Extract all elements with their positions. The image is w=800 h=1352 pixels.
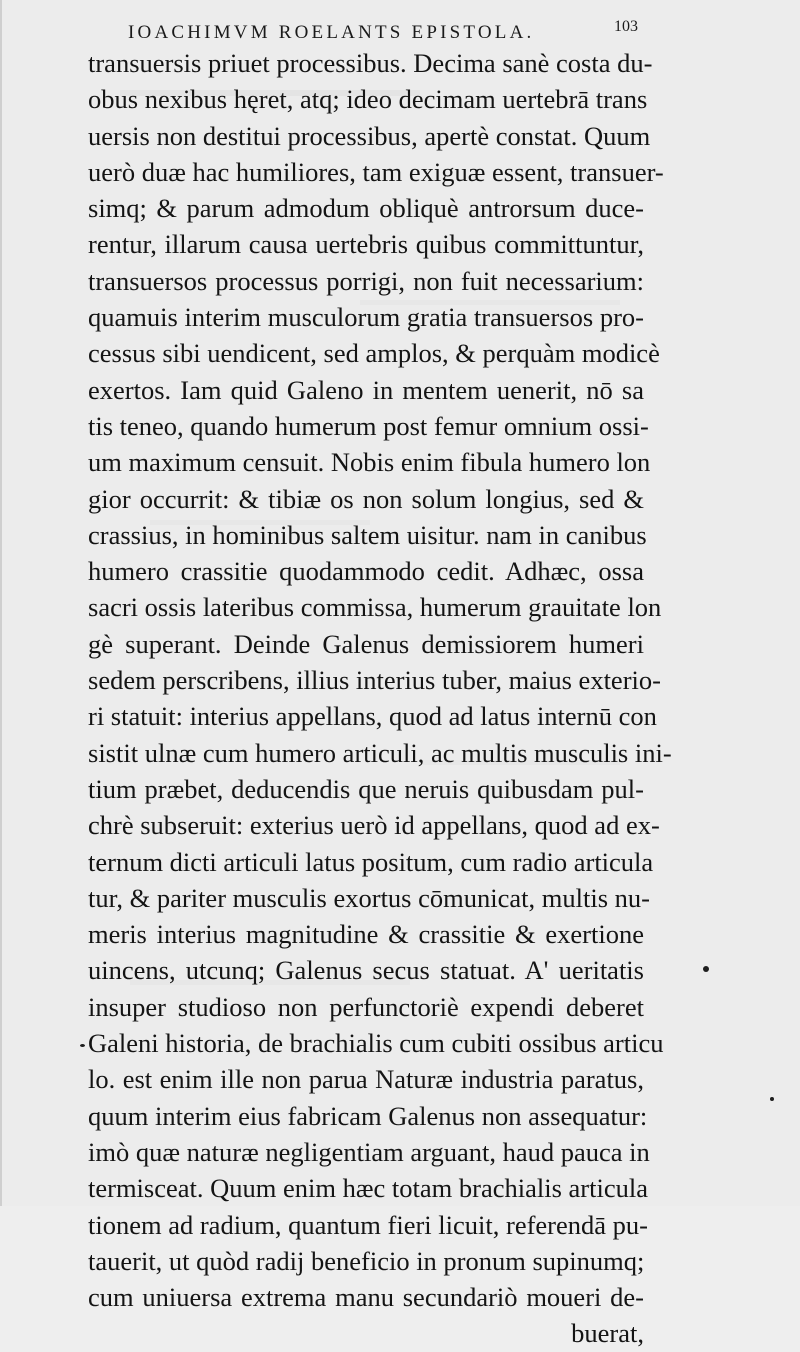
text-line: sacri ossis lateribus commissa, humerum grauitate lon	[88, 592, 662, 623]
text-line: lo. est enim ille non parua Naturæ industria paratus,	[88, 1064, 644, 1095]
ink-speck	[703, 966, 709, 972]
text-line: gior occurrit: & tibiæ os non solum longius, sed &	[88, 483, 644, 514]
text-line: ri statuit: interius appellans, quod ad latus internū con	[88, 701, 657, 732]
text-line: sedem perscribens, illius interius tuber, maius exterio-	[88, 665, 661, 696]
text-line: meris interius magnitudine & crassitie & exertione	[88, 919, 644, 950]
text-line: chrè subseruit: exterius uerò id appellans, quod ad ex-	[88, 810, 660, 841]
running-title: IOACHIMVM ROELANTS EPISTOLA.	[128, 22, 535, 43]
text-line: simq; & parum admodum obliquè antrorsum duce-	[88, 193, 644, 224]
text-line: uersis non destitui processibus, apertè constat. Quum	[88, 120, 651, 151]
ink-speck	[80, 1044, 85, 1047]
text-line: tis teneo, quando humerum post femur omnium ossi-	[88, 410, 649, 441]
text-block	[88, 45, 672, 1352]
text-line: transuersos processus porrigi, non fuit necessarium:	[88, 265, 644, 296]
text-line: Galeni historia, de brachialis cum cubiti ossibus articu	[88, 1028, 664, 1059]
catchword: buerat,	[571, 1318, 644, 1349]
text-line: ternum dicti articuli latus positum, cum radio articula	[88, 846, 654, 877]
text-line: quum interim eius fabricam Galenus non assequatur:	[88, 1100, 648, 1131]
text-line: tionem ad radium, quantum fieri licuit, referendā pu-	[88, 1209, 648, 1240]
text-line: insuper studioso non perfunctoriè expendi deberet	[88, 991, 644, 1022]
text-line: gè superant. Deinde Galenus demissiorem humeri	[88, 628, 644, 659]
text-line: cessus sibi uendicent, sed amplos, & perquàm modicè	[88, 338, 660, 369]
text-line: uerò duæ hac humiliores, tam exiguæ essent, transuer-	[88, 156, 664, 187]
text-line: quamuis interim musculorum gratia transuersos pro-	[88, 302, 644, 333]
text-line: cum uniuersa extrema manu secundariò moueri de-	[88, 1282, 644, 1313]
text-line: tauerit, ut quòd radij beneficio in pronum supinumq;	[88, 1245, 645, 1276]
text-line: crassius, in hominibus saltem uisitur. nam in canibus	[88, 519, 647, 550]
text-line: exertos. Iam quid Galeno in mentem uenerit, nō sa	[88, 374, 644, 405]
text-line: obus nexibus hęret, atq; ideo decimam uertebrā trans	[88, 84, 648, 115]
text-line: tium præbet, deducendis que neruis quibusdam pul-	[88, 773, 644, 804]
text-line: rentur, illarum causa uertebris quibus committuntur,	[88, 229, 644, 260]
page-number: 103	[614, 18, 638, 35]
text-line: um maximum censuit. Nobis enim fibula humero lon	[88, 447, 651, 478]
text-line: uincens, utcunq; Galenus secus statuat. A' ueritatis	[88, 955, 644, 986]
text-line: tur, & pariter musculis exortus cōmunicat, multis nu-	[88, 882, 650, 913]
ink-speck	[770, 1097, 774, 1101]
text-line: transuersis priuet processibus. Decima sanè costa du-	[88, 48, 653, 78]
text-line: humero crassitie quodammodo cedit. Adhæc, ossa	[88, 556, 644, 587]
text-line: imò quæ naturæ negligentiam arguant, haud pauca in	[88, 1136, 650, 1167]
text-line: sistit ulnæ cum humero articuli, ac multis musculis ini-	[88, 737, 672, 768]
text-line: termisceat. Quum enim hæc totam brachialis articula	[88, 1173, 648, 1204]
